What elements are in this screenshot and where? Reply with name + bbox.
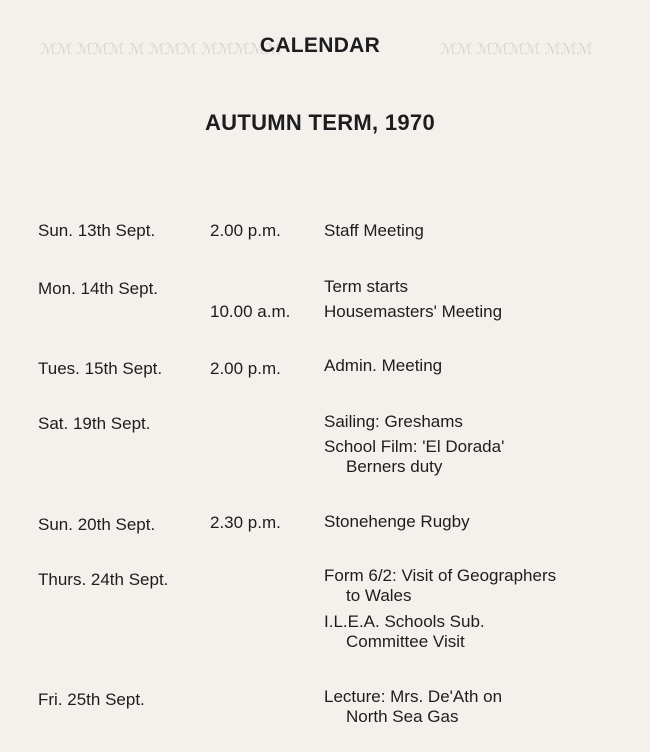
entry-event-continued: Berners duty <box>346 457 443 476</box>
term-heading: AUTUMN TERM, 1970 <box>204 110 436 135</box>
show-through-text: ℳℳ ℳℳℳℳ ℳℳℳ <box>440 41 593 58</box>
entry-event-continued: Committee Visit <box>346 632 465 651</box>
entry-time: 2.30 p.m. <box>210 513 281 532</box>
entry-event: Term starts <box>324 277 409 296</box>
entry-date: Sun. 20th Sept. <box>38 515 156 534</box>
entry-time: 2.00 p.m. <box>210 359 281 378</box>
entry-date: Sat. 19th Sept. <box>38 414 151 433</box>
entry-date: Thurs. 24th Sept. <box>38 570 169 589</box>
entry-event: Sailing: Greshams <box>324 412 463 431</box>
entry-time: 10.00 a.m. <box>210 302 291 321</box>
entry-event-continued: North Sea Gas <box>346 707 459 726</box>
entry-event-continued: to Wales <box>346 586 412 605</box>
entry-event: Housemasters' Meeting <box>324 302 503 321</box>
entry-event: Lecture: Mrs. De'Ath on <box>324 687 503 706</box>
entry-event: Staff Meeting <box>324 221 424 240</box>
entry-date: Mon. 14th Sept. <box>38 279 159 298</box>
entry-event: Form 6/2: Visit of Geographers <box>324 566 557 585</box>
entry-event: Stonehenge Rugby <box>324 512 470 531</box>
entry-event: Admin. Meeting <box>324 356 443 375</box>
entry-date: Fri. 25th Sept. <box>38 690 145 709</box>
entry-date: Tues. 15th Sept. <box>38 359 163 378</box>
show-through-text: ℳℳ ℳℳℳ ℳ ℳℳℳ ℳℳℳℳℳ <box>40 41 282 58</box>
entry-date: Sun. 13th Sept. <box>38 221 156 240</box>
entry-event: I.L.E.A. Schools Sub. <box>324 612 485 631</box>
entry-event: School Film: 'El Dorada' <box>324 437 505 456</box>
entry-time: 2.00 p.m. <box>210 221 281 240</box>
page-title: CALENDAR <box>259 34 381 57</box>
